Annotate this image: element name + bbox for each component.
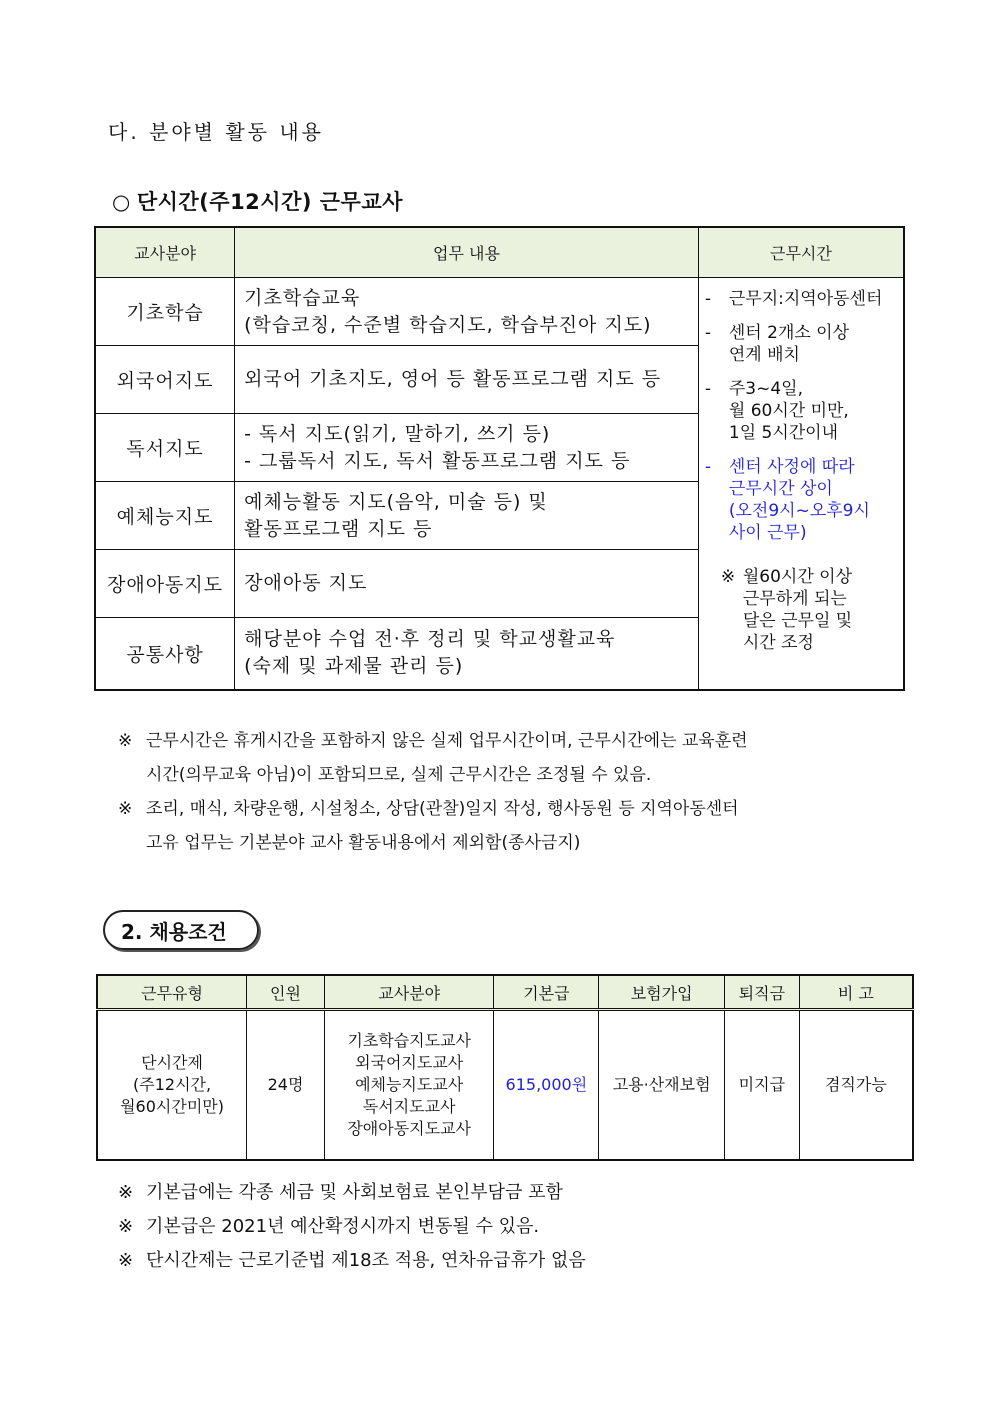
category-cell: 예체능지도 (95, 482, 235, 550)
hours-line: 사이 근무) (728, 523, 807, 543)
hours-line: 월 60시간 미만, (728, 401, 849, 421)
note-line: 시간(의무교육 아님)이 포함되므로, 실제 근무시간은 조정될 수 있음. (146, 765, 652, 785)
header-cell: 근무유형 (97, 975, 247, 1010)
note-item (118, 724, 898, 792)
category-cell: 기초학습 (95, 278, 235, 346)
header-cell: 업무 내용 (235, 227, 699, 278)
hours-item (705, 378, 897, 444)
note-item (118, 792, 898, 860)
field-line: 기초학습지도교사 (347, 1031, 471, 1050)
note-item (118, 1244, 586, 1278)
duty-line: - 독서 지도(읽기, 말하기, 쓰기 등) (244, 422, 551, 445)
notes-block-1 (118, 724, 898, 860)
hours-item-blue (705, 456, 897, 544)
duty-line: 기초학습교육 (244, 286, 361, 309)
note-line: 근무시간은 휴게시간을 포함하지 않은 실제 업무시간이며, 근무시간에는 교육훈련 (146, 731, 748, 751)
duty-line: (학습코칭, 수준별 학습지도, 학습부진아 지도) (244, 313, 652, 336)
salary-cell: 615,000원 (494, 1010, 599, 1161)
hours-note-line: 달은 근무일 및 (742, 611, 853, 631)
subsection-title-text: 단시간(주12시간) 근무교사 (136, 190, 403, 214)
category-cell: 독서지도 (95, 414, 235, 482)
hours-line: 근무시간 상이 (728, 479, 833, 499)
activity-table-header (95, 227, 904, 278)
header-cell: 교사분야 (95, 227, 235, 278)
remarks-cell: 겸직가능 (799, 1010, 913, 1161)
header-cell: 근무시간 (698, 227, 904, 278)
table-row (95, 278, 904, 346)
note-item (118, 1210, 586, 1244)
reference-mark: ※ (118, 799, 133, 819)
section2-title: 2. 채용조건 (103, 910, 259, 950)
duty-line: - 그룹독서 지도, 독서 활동프로그램 지도 등 (244, 449, 631, 472)
hours-note (705, 566, 897, 654)
hours-cell (698, 278, 904, 690)
subsection-title (112, 186, 403, 216)
duty-cell (235, 278, 699, 346)
field-line: 외국어지도교사 (355, 1053, 464, 1072)
category-cell: 장애아동지도 (95, 550, 235, 618)
header-cell: 퇴직금 (724, 975, 799, 1010)
hours-note-line: 근무하게 되는 (742, 589, 847, 609)
type-cell (97, 1010, 247, 1161)
count-cell: 24명 (247, 1010, 325, 1161)
type-line: (주12시간, (133, 1075, 212, 1094)
duty-cell (235, 550, 699, 618)
field-line: 예체능지도교사 (355, 1075, 464, 1094)
section-title: 다. 분야별 활동 내용 (108, 120, 324, 144)
severance-cell: 미지급 (724, 1010, 799, 1161)
hours-line: 주3~4일, (728, 379, 803, 399)
bullet-icon: ○ (112, 190, 131, 214)
dash-mark: - (704, 323, 712, 343)
hours-line: 센터 2개소 이상 (728, 323, 850, 343)
recruit-table (96, 974, 914, 1161)
hours-item (705, 322, 897, 366)
reference-mark: ※ (118, 731, 133, 751)
reference-mark: ※ (720, 567, 736, 587)
note-line: 기본급은 2021년 예산확정시까지 변동될 수 있음. (146, 1216, 540, 1237)
category-cell: 외국어지도 (95, 346, 235, 414)
note-line: 단시간제는 근로기준법 제18조 적용, 연차유급휴가 없음 (146, 1250, 586, 1271)
field-line: 장애아동지도교사 (347, 1119, 471, 1138)
header-cell: 비 고 (799, 975, 913, 1010)
reference-mark: ※ (118, 1182, 134, 1203)
type-line: 단시간제 (141, 1053, 203, 1072)
dash-mark: - (704, 379, 712, 399)
type-line: 월60시간미만) (120, 1097, 224, 1116)
recruit-table-header (97, 975, 913, 1010)
hours-line: (오전9시~오후9시 (728, 501, 870, 521)
duty-line: 해당분야 수업 전·후 정리 및 학교생활교육 (244, 628, 616, 651)
duty-cell (235, 482, 699, 550)
dash-mark: - (704, 289, 712, 309)
header-cell: 인원 (247, 975, 325, 1010)
table-row (97, 1010, 913, 1161)
insurance-cell: 고용·산재보험 (599, 1010, 725, 1161)
duty-line: 외국어 기초지도, 영어 등 활동프로그램 지도 등 (244, 368, 662, 390)
duty-line: 활동프로그램 지도 등 (244, 517, 433, 540)
hours-note-line: 월60시간 이상 (742, 567, 853, 587)
hours-item (705, 288, 897, 310)
dash-mark: - (704, 457, 712, 477)
hours-line: 근무지:지역아동센터 (728, 289, 883, 309)
note-line: 기본급에는 각종 세금 및 사회보험료 본인부담금 포함 (146, 1182, 563, 1203)
hours-note-line: 시간 조정 (742, 633, 814, 653)
header-cell: 기본급 (494, 975, 599, 1010)
duty-line: 예체능활동 지도(음악, 미술 등) 및 (244, 490, 548, 513)
duty-cell (235, 618, 699, 690)
header-cell: 보험가입 (599, 975, 725, 1010)
duty-cell (235, 414, 699, 482)
note-item (118, 1176, 586, 1210)
header-cell: 교사분야 (324, 975, 494, 1010)
reference-mark: ※ (118, 1216, 134, 1237)
notes-block-2 (118, 1176, 586, 1278)
duty-cell (235, 346, 699, 414)
note-line: 조리, 매식, 차량운행, 시설청소, 상담(관찰)일지 작성, 행사동원 등 지역아동센터 (146, 799, 739, 819)
hours-line: 센터 사정에 따라 (728, 457, 855, 477)
hours-line: 1일 5시간이내 (728, 423, 839, 443)
fields-cell (324, 1010, 494, 1161)
hours-line: 연계 배치 (728, 345, 800, 365)
activity-table (94, 226, 905, 691)
duty-line: 장애아동 지도 (244, 572, 368, 594)
field-line: 독서지도교사 (362, 1097, 456, 1116)
duty-line: (숙제 및 과제물 관리 등) (244, 655, 464, 678)
reference-mark: ※ (118, 1250, 134, 1271)
note-line: 고유 업무는 기본분야 교사 활동내용에서 제외함(종사금지) (146, 833, 581, 853)
category-cell: 공통사항 (95, 618, 235, 690)
